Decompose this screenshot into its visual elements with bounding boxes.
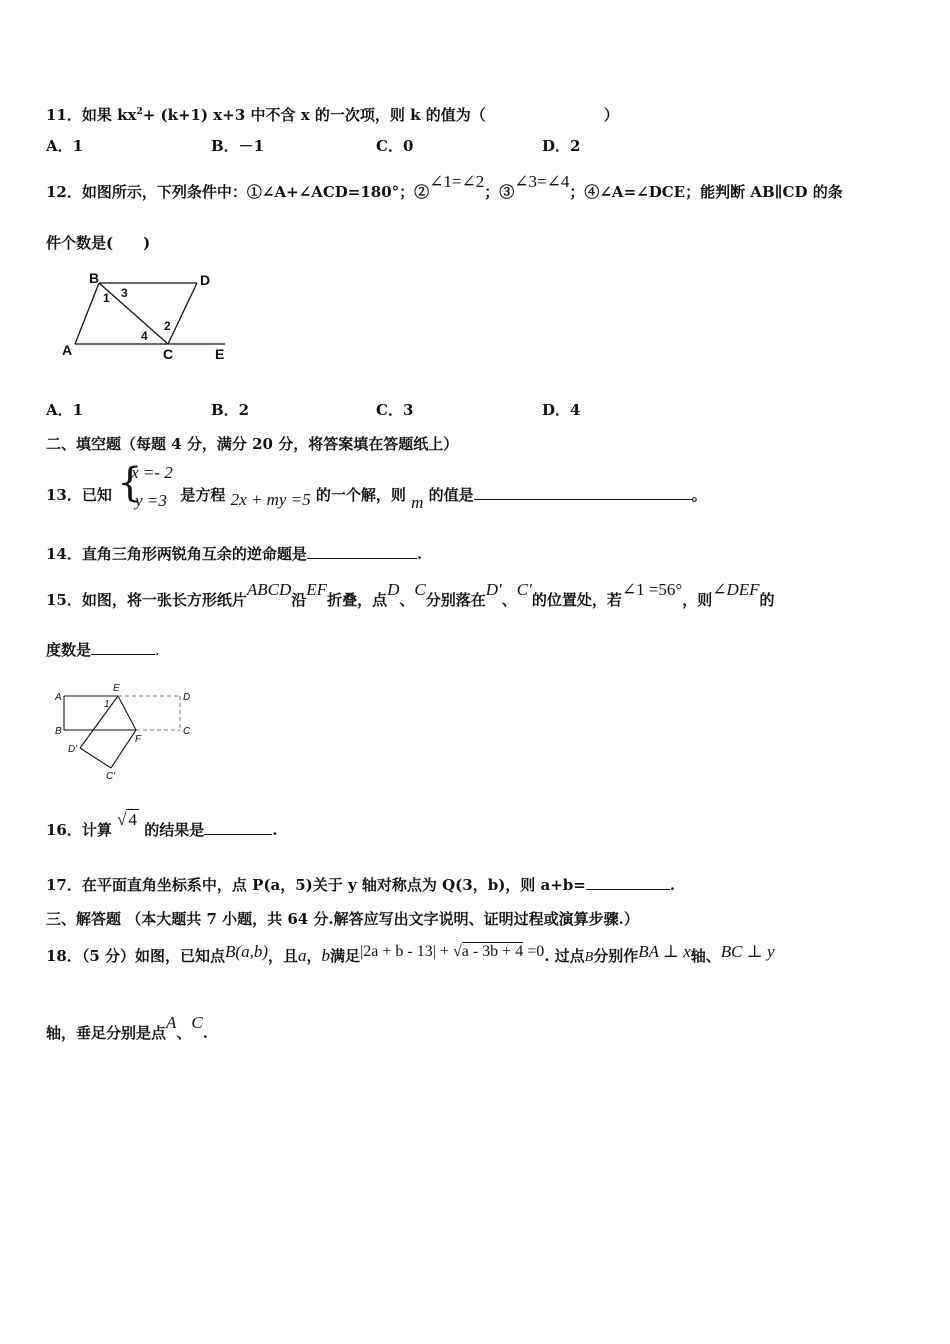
q15-figure: [50, 680, 210, 785]
q11-option-b[interactable]: B．－1: [211, 137, 265, 155]
q15-angle-1: ∠1 =56°: [621, 580, 683, 599]
question-13: [46, 460, 707, 512]
q18-pre: 18．（5 分）如图，已知点: [46, 947, 226, 965]
question-14: [46, 544, 422, 564]
q18-end: .: [202, 1024, 208, 1042]
q16-sqrt: √ 4: [117, 810, 137, 829]
question-18: [46, 942, 775, 968]
q11-option-d[interactable]: D．2: [542, 137, 581, 155]
q14-text: 14．直角三角形两锐角互余的逆命题是: [46, 545, 307, 563]
fig12-label-c: C: [163, 346, 174, 362]
fig15-label-c-prime: C′: [106, 771, 116, 782]
q12-option-a[interactable]: A．1: [46, 401, 84, 419]
q18-t5: 轴、: [690, 947, 721, 965]
question-16: [46, 810, 278, 840]
q13-end: 。: [691, 486, 707, 504]
q12-option-b[interactable]: B．2: [211, 401, 250, 419]
q17-answer-blank[interactable]: [586, 875, 670, 890]
q12-option-d[interactable]: D．4: [542, 401, 581, 419]
q15-abcd: ABCD: [246, 580, 292, 599]
q18-t4: 分别作: [593, 947, 639, 965]
q15-angle-def: ∠DEF: [712, 580, 760, 599]
q18-condition: |2a + b - 13| + √a - 3b + 4 =0: [360, 943, 545, 960]
q16-pre: 16．计算: [46, 821, 112, 839]
q13-eq-y: y =3: [135, 491, 167, 510]
q18-t3: . 过点: [544, 947, 585, 965]
q12-cond-3: ∠3=∠4: [514, 172, 570, 191]
q15-sep2: 、: [501, 591, 517, 609]
q11-sup: 2: [136, 107, 143, 117]
q18-sep: 、: [176, 1024, 192, 1042]
fig15-label-e: E: [113, 683, 120, 694]
fig12-angle-4: 4: [141, 329, 148, 343]
q15-t4: 的位置处，若: [531, 591, 622, 609]
q15-line2: [46, 640, 160, 660]
q18-plus: +: [435, 943, 453, 960]
fig15-label-f: F: [135, 734, 142, 745]
q13-answer-blank[interactable]: [474, 485, 692, 500]
q12-option-c[interactable]: C．3: [376, 401, 414, 419]
q11-option-c[interactable]: C．0: [376, 137, 414, 155]
section-2-heading: 二、填空题（每题 4 分，满分 20 分，将答案填在答题纸上）: [46, 435, 459, 453]
fig12-angle-2: 2: [164, 319, 171, 333]
q13-equation: 2x + my =5: [230, 490, 311, 509]
q13-var-m: m: [411, 493, 424, 512]
q13-system: [117, 460, 175, 510]
q18-t1: ，且: [268, 947, 299, 965]
fig15-label-d: D: [183, 692, 191, 703]
q13-brace: {: [117, 460, 143, 506]
q11-stem: 11．如果 kx: [46, 106, 137, 124]
q14-end: .: [416, 545, 423, 563]
q18-point-b: B(a,b): [225, 942, 269, 961]
q12-figure: [55, 266, 235, 366]
q15-ef: EF: [306, 580, 328, 599]
q17-end: .: [669, 876, 676, 894]
q12-stem-a: 12．如图所示，下列条件中：①∠A+∠ACD=180°；②: [46, 183, 430, 201]
q18-comma: ，: [306, 947, 322, 965]
q18-eq0: =0: [523, 943, 545, 960]
fig12-label-d: D: [200, 272, 211, 288]
q15-line2-text: 度数是: [46, 641, 92, 659]
q15-end: .: [155, 641, 160, 659]
q18-sqrt-term: a - 3b + 4: [461, 943, 524, 960]
fig12-angle-1: 1: [103, 291, 110, 305]
q16-post: 的结果是: [144, 821, 205, 839]
q15-answer-blank[interactable]: [91, 640, 155, 655]
q12-line2: [46, 233, 150, 253]
fig15-label-b: B: [55, 726, 62, 737]
q13-mid2: 的一个解，则: [315, 486, 406, 504]
q15-d: D: [387, 580, 400, 599]
fig15-label-c: C: [183, 726, 191, 737]
q16-answer-blank[interactable]: [204, 820, 272, 835]
q18-point-b-ref: B: [584, 950, 594, 965]
question-12: [46, 172, 843, 202]
q13-eq-x: x =- 2: [131, 463, 173, 482]
q15-c: C: [414, 580, 426, 599]
q15-t6: 的: [759, 591, 775, 609]
q16-radicand: 4: [128, 810, 137, 829]
q12-stem-line2: 件个数是( ): [46, 234, 151, 252]
q12-cond-2: ∠1=∠2: [429, 172, 485, 191]
fig12-label-a: A: [62, 342, 73, 358]
question-17: [46, 875, 675, 895]
q18-point-c: C: [191, 1013, 203, 1032]
q15-t1: 沿: [291, 591, 307, 609]
q18-var-a: a: [298, 946, 307, 965]
q15-pre: 15．如图，将一张长方形纸片: [46, 591, 247, 609]
fig15-angle-1: 1: [104, 699, 110, 710]
q11-option-a[interactable]: A．1: [46, 137, 84, 155]
question-11: [46, 102, 619, 125]
q18-perp-x: BA ⊥ x: [638, 942, 691, 961]
fig15-label-a: A: [55, 692, 62, 703]
fig12-angle-3: 3: [121, 286, 128, 300]
question-15: [46, 580, 775, 610]
section-3-heading: 三、解答题 （本大题共 7 小题，共 64 分.解答应写出文字说明、证明过程或演算步骤.）: [46, 910, 639, 928]
q18-abs-term: |2a + b - 13|: [360, 943, 436, 960]
q11-close: ）: [603, 106, 619, 124]
q17-text: 17．在平面直角坐标系中，点 P(a，5)关于 y 轴对称点为 Q(3，b)，则 a+b=: [46, 876, 586, 894]
fig12-label-b: B: [89, 270, 100, 286]
q15-t3: 分别落在: [425, 591, 486, 609]
q14-answer-blank[interactable]: [307, 544, 417, 559]
q18-t2: 满足: [330, 947, 361, 965]
q18-var-b: b: [321, 946, 331, 965]
q18-line2: [46, 1013, 208, 1043]
q15-c-prime: C′: [516, 580, 532, 599]
q13-mid: 是方程: [180, 486, 226, 504]
q16-end: .: [272, 821, 278, 839]
q18-point-a: A: [166, 1013, 177, 1032]
q13-pre: 13．已知: [46, 486, 112, 504]
q18-line2-text: 轴，垂足分别是点: [46, 1024, 167, 1042]
q15-sep: 、: [399, 591, 415, 609]
q15-t2: 折叠，点: [327, 591, 388, 609]
fig15-label-d-prime: D′: [68, 744, 78, 755]
q12-stem-b: ；③: [484, 183, 515, 201]
q15-d-prime: D′: [485, 580, 502, 599]
q15-t5: ，则: [682, 591, 713, 609]
fig12-label-e: E: [215, 346, 225, 362]
q13-post: 的值是: [428, 486, 474, 504]
q18-perp-y: BC ⊥ y: [720, 942, 775, 961]
q11-stem-post: + (k+1) x+3 中不含 x 的一次项，则 k 的值为（: [142, 106, 486, 124]
q12-stem-c: ；④∠A=∠DCE；能判断 AB∥CD 的条: [569, 183, 843, 201]
